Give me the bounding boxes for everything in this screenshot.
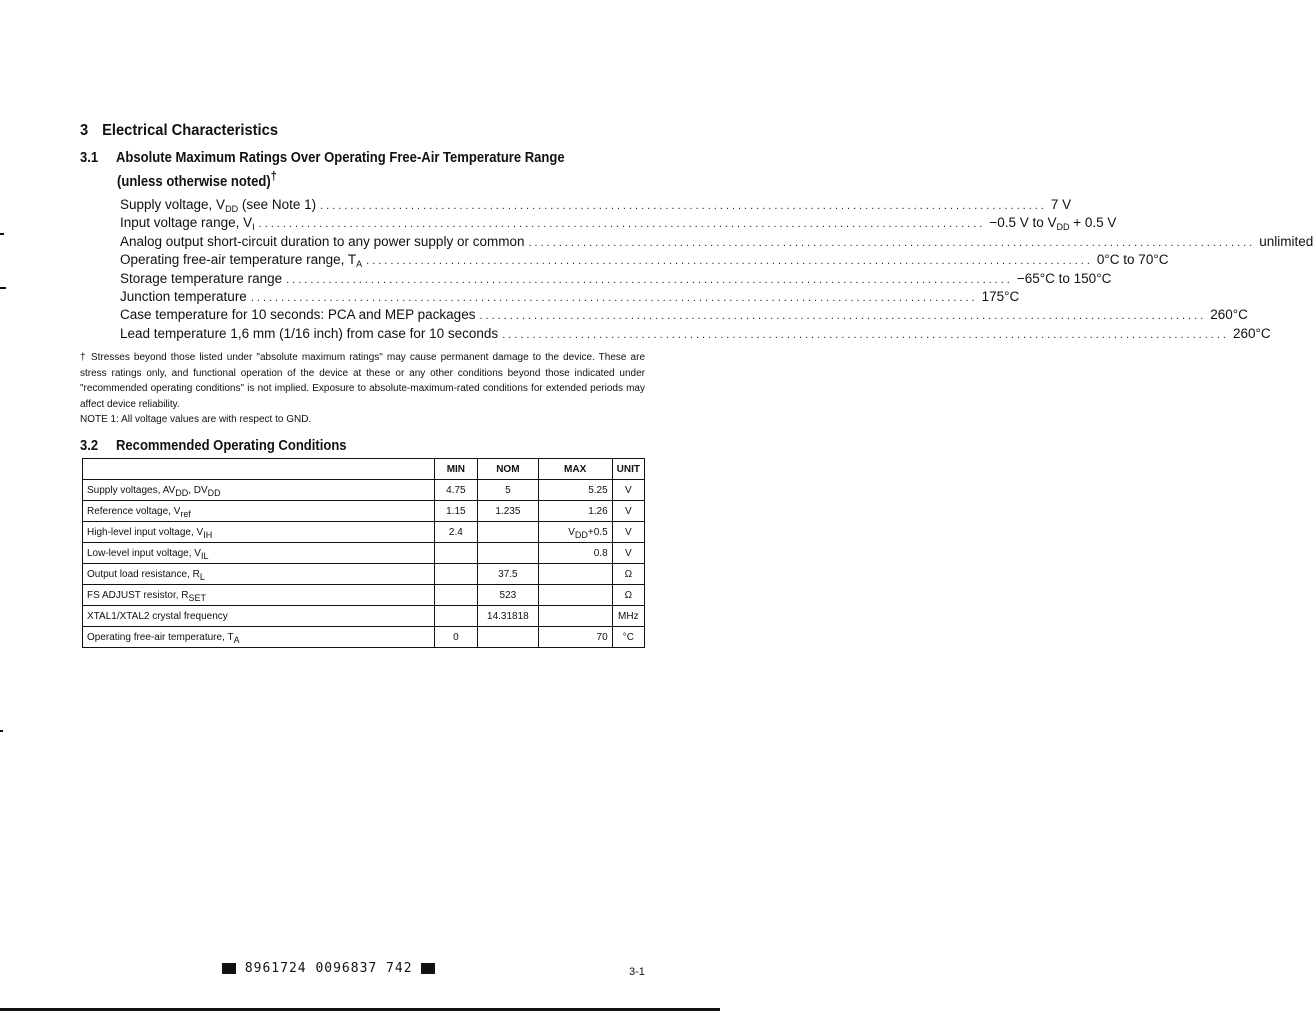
table-row (83, 480, 645, 501)
rating-value: −65°C to 150°C (1016, 270, 1112, 286)
section-number: 3.1 (80, 150, 99, 166)
scan-mark (0, 233, 4, 235)
table-row (83, 543, 645, 564)
table-row (83, 627, 645, 648)
rating-row (120, 233, 1313, 252)
barcode-text (222, 961, 435, 976)
max-cell: $V_{DD}+0.5$ (538, 522, 612, 543)
leader-dots: ........................................................................................................................ (250, 291, 978, 304)
section-number: 3 (80, 122, 89, 139)
unit-cell: °C (612, 627, 644, 648)
table-row (83, 564, 645, 585)
scan-mark (0, 287, 6, 289)
rating-row (120, 325, 1271, 344)
dagger-mark: † (270, 169, 277, 183)
rating-value: unlimited (1259, 233, 1313, 249)
nom-cell: 1.235 (478, 501, 539, 522)
min-cell (434, 543, 477, 564)
document-code: 8961724 0096837 742 (244, 961, 413, 976)
section-3-2-heading (80, 438, 347, 454)
dagger-footnote: † Stresses beyond those listed under "absolute maximum ratings" may cause permanent damage to the device. These are stress ratings only, and functional operation of the device at these or any other conditions beyond those indicated under "recommended operating conditions" is not implied. Exposure to absolute-maximum-rated conditions for extended periods may affect device reliability. (80, 352, 645, 410)
min-cell (434, 585, 477, 606)
nom-cell (478, 627, 539, 648)
scan-mark (0, 730, 3, 732)
param-cell: Supply voltages, $AV_{DD}$, $DV_{DD}$ (83, 480, 435, 501)
rating-label: Supply voltage, $V_{DD}$ (see Note 1) (120, 197, 317, 214)
section-title: Electrical Characteristics (102, 122, 279, 139)
leader-dots: ........................................................................................................................ (479, 310, 1207, 323)
table-row (83, 606, 645, 627)
min-cell: 2.4 (434, 522, 477, 543)
section-3-heading (80, 122, 278, 140)
max-cell (538, 564, 612, 585)
max-cell: 0.8 (538, 543, 612, 564)
nom-cell: 5 (478, 480, 539, 501)
rating-value: 260°C (1210, 307, 1248, 323)
nom-cell: 14.31818 (478, 606, 539, 627)
table-header-row (83, 459, 645, 480)
rating-row (120, 215, 1117, 233)
section-3-1-heading-line2 (117, 169, 277, 190)
rating-label: Lead temperature 1,6 mm (1/16 inch) from case for 10 seconds (120, 325, 499, 341)
param-cell: XTAL1/XTAL2 crystal frequency (83, 606, 435, 627)
unit-cell: V (612, 501, 644, 522)
section-3-1-heading (80, 150, 565, 166)
rating-label: Storage temperature range (120, 270, 283, 286)
nom-cell: 523 (478, 585, 539, 606)
param-cell: Low-level input voltage, $V_{IL}$ (83, 543, 435, 564)
max-cell (538, 585, 612, 606)
leader-dots: ........................................................................................................................ (502, 328, 1229, 341)
nom-cell (478, 522, 539, 543)
section-number: 3.2 (80, 438, 99, 454)
rating-row (120, 307, 1248, 325)
unit-cell: V (612, 543, 644, 564)
leader-dots: ........................................................................................................................ (366, 255, 1093, 268)
leader-dots: ........................................................................................................................ (258, 218, 986, 231)
rating-label: Junction temperature (120, 288, 247, 304)
unit-cell: V (612, 480, 644, 501)
param-cell: Operating free-air temperature, $T_A$ (83, 627, 435, 648)
note-1: NOTE 1: All voltage values are with respect to GND. (80, 414, 312, 425)
max-cell: 1.26 (538, 501, 612, 522)
max-cell (538, 606, 612, 627)
black-block-right (421, 963, 435, 974)
unit-cell: MHz (612, 606, 644, 627)
min-cell: 4.75 (434, 480, 477, 501)
rating-value: −0.5 V to $V_{DD} + 0.5$ V (989, 215, 1117, 233)
header-unit: UNIT (612, 459, 644, 480)
max-cell: 5.25 (538, 480, 612, 501)
table-row (83, 585, 645, 606)
rating-row (120, 270, 1112, 289)
rating-value: 175°C (981, 288, 1020, 304)
param-cell: Output load resistance, $R_L$ (83, 564, 435, 585)
param-cell: FS ADJUST resistor, $R_{SET}$ (83, 585, 435, 606)
rating-value: 260°C (1232, 325, 1271, 341)
rating-label: Input voltage range, $V_I$ (120, 215, 255, 233)
min-cell (434, 606, 477, 627)
rating-label: Operating free-air temperature range, $T_A$ (120, 252, 363, 270)
header-nom: NOM (478, 459, 539, 480)
black-block-left (222, 963, 236, 974)
ratings-list (120, 197, 1313, 344)
rating-row (120, 197, 1072, 215)
header-max: MAX (538, 459, 612, 480)
rating-row (120, 288, 1020, 307)
page-number: 3-1 (629, 966, 645, 978)
param-cell: High-level input voltage, $V_{IH}$ (83, 522, 435, 543)
min-cell: 0 (434, 627, 477, 648)
leader-dots: ........................................................................................................................ (286, 273, 1013, 286)
rating-label: Analog output short-circuit duration to any power supply or common (120, 233, 525, 249)
recommended-operating-conditions-table (82, 458, 645, 648)
bottom-rule (0, 1008, 720, 1011)
leader-dots: ........................................................................................................................ (320, 200, 1047, 212)
section-title-line1: Absolute Maximum Ratings Over Operating Free-Air Temperature Range (116, 150, 565, 166)
rating-value: 7 V (1050, 197, 1072, 212)
section-title-line2: (unless otherwise noted) (117, 173, 271, 190)
min-cell: 1.15 (434, 501, 477, 522)
min-cell (434, 564, 477, 585)
header-param (83, 459, 435, 480)
section-title: Recommended Operating Conditions (116, 438, 347, 454)
nom-cell: 37.5 (478, 564, 539, 585)
header-min: MIN (434, 459, 477, 480)
unit-cell: Ω (612, 585, 644, 606)
rating-value: 0°C to 70°C (1096, 252, 1169, 268)
nom-cell (478, 543, 539, 564)
table-row (83, 501, 645, 522)
max-cell: 70 (538, 627, 612, 648)
leader-dots: ........................................................................................................................ (528, 236, 1256, 249)
rating-label: Case temperature for 10 seconds: PCA and MEP packages (120, 307, 476, 323)
unit-cell: Ω (612, 564, 644, 585)
footnotes (80, 350, 645, 428)
unit-cell: V (612, 522, 644, 543)
param-cell: Reference voltage, $V_{ref}$ (83, 501, 435, 522)
rating-row (120, 252, 1169, 270)
table-row (83, 522, 645, 543)
